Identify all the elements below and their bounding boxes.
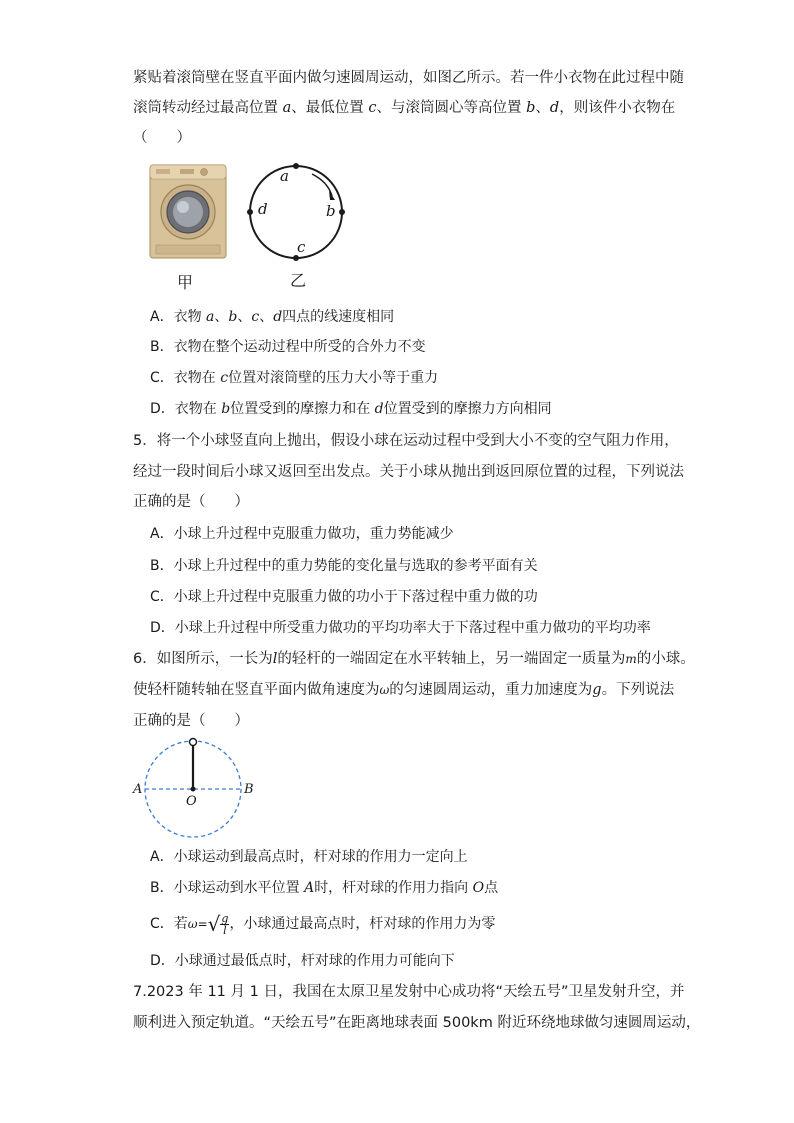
fraction-g-over-l: $\frac{g}{l}$ — [221, 911, 229, 937]
q5-option-d[interactable]: D．小球上升过程中所受重力做功的平均功率大于下落过程中重力做功的平均功率 — [150, 620, 651, 636]
q4-option-b[interactable]: B．衣物在整个运动过程中所受的合外力不变 — [150, 339, 426, 355]
q4-option-a[interactable]: A．衣物 a、b、c、d四点的线速度相同 — [150, 309, 395, 325]
q5-line-1: 5．将一个小球竖直向上抛出，假设小球在运动过程中受到大小不变的空气阻力作用， — [133, 433, 679, 449]
washing-machine-image — [148, 163, 230, 261]
label-c: c — [297, 238, 306, 256]
label-d: d — [258, 200, 268, 218]
label-O: O — [186, 794, 197, 809]
q4-answer-blank: （ ） — [133, 130, 191, 146]
sqrt-symbol: √ — [207, 912, 221, 936]
q5-line-3: 正确的是（ ） — [133, 494, 249, 510]
label-B: B — [244, 782, 254, 797]
q6-option-d[interactable]: D．小球通过最低点时，杆对球的作用力可能向下 — [150, 953, 455, 969]
q6-line-3: 正确的是（ ） — [133, 713, 249, 729]
q5-option-a[interactable]: A．小球上升过程中克服重力做功，重力势能减少 — [150, 526, 454, 542]
label-b: b — [326, 202, 336, 220]
q6-option-b[interactable]: B．小球运动到水平位置 A时，杆对球的作用力指向 O点 — [150, 880, 499, 896]
q4-line-1: 紧贴着滚筒壁在竖直平面内做匀速圆周运动，如图乙所示。若一件小衣物在此过程中随 — [133, 70, 684, 86]
q6-option-a[interactable]: A．小球运动到最高点时，杆对球的作用力一定向上 — [150, 849, 468, 865]
figure-caption-jia: 甲 — [177, 273, 194, 292]
label-a: a — [280, 167, 289, 185]
q5-option-c[interactable]: C．小球上升过程中克服重力做的功小于下落过程中重力做的功 — [150, 589, 538, 605]
rod-circle-diagram — [128, 735, 260, 841]
drum-circle-diagram — [242, 158, 350, 266]
q4-line-2: 滚筒转动经过最高位置 a、最低位置 c、与滚筒圆心等高位置 b、d，则该件小衣物在 — [133, 100, 676, 116]
label-A: A — [133, 782, 143, 797]
q7-line-1: 7.2023 年 11 月 1 日，我国在太原卫星发射中心成功将“天绘五号”卫星发射升空，并 — [133, 984, 685, 1000]
q6-option-c[interactable]: C．若ω=√ $\frac{g}{l}$ ，小球通过最高点时，杆对球的作用力为零 — [150, 911, 496, 937]
q6-line-2: 使轻杆随转轴在竖直平面内做角速度为ω的匀速圆周运动，重力加速度为g。下列说法 — [133, 682, 675, 698]
q5-line-2: 经过一段时间后小球又返回至出发点。关于小球从抛出到返回原位置的过程，下列说法 — [133, 464, 684, 480]
q4-option-c[interactable]: C．衣物在 c位置对滚筒壁的压力大小等于重力 — [150, 370, 439, 386]
q6-line-1: 6．如图所示，一长为l的轻杆的一端固定在水平转轴上，另一端固定一质量为m的小球。 — [133, 651, 695, 667]
q7-line-2: 顺利进入预定轨道。“天绘五号”在距离地球表面 500km 附近环绕地球做匀速圆周运动， — [133, 1015, 701, 1031]
q5-option-b[interactable]: B．小球上升过程中的重力势能的变化量与选取的参考平面有关 — [150, 558, 538, 574]
figure-caption-yi: 乙 — [290, 271, 307, 290]
q4-option-d[interactable]: D．衣物在 b位置受到的摩擦力和在 d位置受到的摩擦力方向相同 — [150, 401, 552, 417]
